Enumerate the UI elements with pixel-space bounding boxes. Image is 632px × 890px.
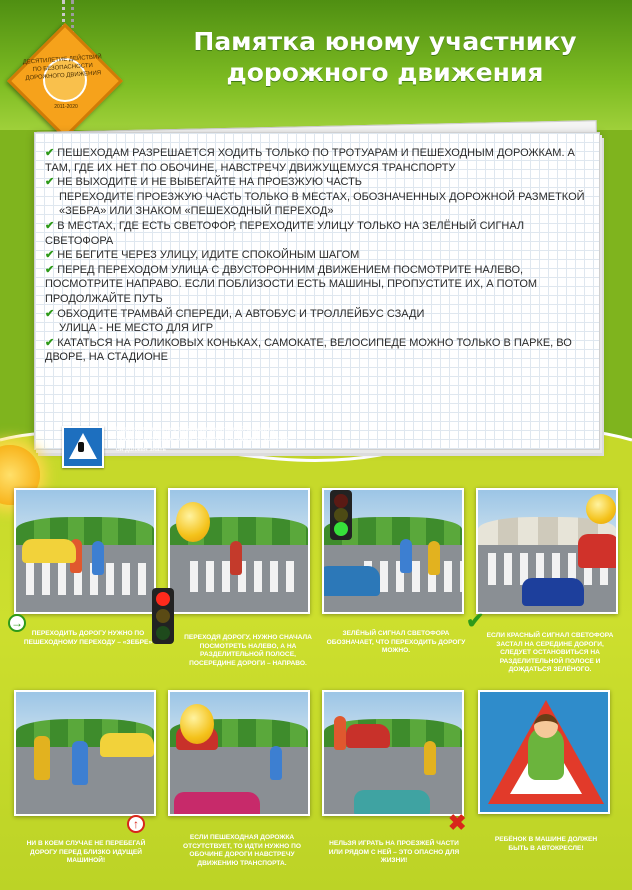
scene-zebra-crossing	[14, 488, 156, 614]
badge-ring-text: ДЕСЯТИЛЕТИЕ ДЕЙСТВИЙ ПО БЕЗОПАСНОСТИ ДОРОЖНОГО ДВИЖЕНИЯ	[22, 54, 102, 82]
pedestrian-crossing-sign-icon	[62, 426, 104, 468]
child-figure	[72, 741, 88, 785]
rule-text: УЛИЦА - НЕ МЕСТО ДЛЯ ИГР	[59, 322, 214, 335]
check-icon: ✔	[45, 219, 55, 232]
caption-child-seat: РЕБЁНОК В МАШИНЕ ДОЛЖЕН БЫТЬ В АВТОКРЕСЛЕ!	[494, 836, 598, 852]
child-seat-sign	[478, 690, 610, 814]
caption-green-light: ЗЕЛЁНЫЙ СИГНАЛ СВЕТОФОРА ОБОЗНАЧАЕТ, ЧТО ПЕРЕХОДИТЬ ДОРОГУ МОЖНО.	[326, 630, 466, 655]
rule-item	[45, 263, 590, 307]
rule-item	[45, 175, 590, 190]
rule-item	[45, 321, 590, 336]
child-figure	[34, 736, 50, 780]
scene-no-playing	[322, 690, 464, 816]
rule-item	[45, 219, 590, 248]
car-icon	[522, 578, 584, 606]
rule-text: НЕ БЕГИТЕ ЧЕРЕЗ УЛИЦУ, ИДИТЕ СПОКОЙНЫМ ШАГОМ	[57, 249, 360, 262]
scene-look-left-right	[168, 488, 310, 614]
check-icon: ✔	[45, 307, 55, 320]
check-icon: ✔	[45, 249, 55, 262]
mascot-icon	[176, 502, 210, 542]
car-icon	[354, 790, 430, 816]
mascot-icon	[586, 494, 616, 524]
rules-list	[45, 146, 590, 365]
cross-icon: ✖	[448, 810, 467, 835]
car-icon	[22, 539, 76, 563]
rule-text: ПЕШЕХОДАМ РАЗРЕШАЕТСЯ ХОДИТЬ ТОЛЬКО ПО ТРОТУАРАМ И ПЕШЕХОДНЫМ ДОРОЖКАМ. А ТАМ, ГДЕ ИХ НЕТ ПО ОБОЧИНЕ, НАВСТРЕЧУ ДВИЖУЩЕМУСЯ ТРАНСПОРТУ	[45, 147, 575, 174]
car-icon	[174, 792, 260, 816]
car-icon	[346, 724, 390, 748]
check-icon: ✔	[466, 608, 485, 633]
caption-zebra: ПЕРЕХОДИТЬ ДОРОГУ НУЖНО ПО ПЕШЕХОДНОМУ ПЕРЕХОДУ – «ЗЕБРЕ»	[23, 630, 153, 646]
mascot-icon	[180, 704, 214, 744]
rule-text: КАТАТЬСЯ НА РОЛИКОВЫХ КОНЬКАХ, САМОКАТЕ, ВЕЛОСИПЕДЕ МОЖНО ТОЛЬКО В ПАРКЕ, ВО ДВОРЕ, НА СТАДИОНЕ	[45, 336, 572, 364]
caption-red-light: ЕСЛИ КРАСНЫЙ СИГНАЛ СВЕТОФОРА ЗАСТАЛ НА СЕРЕДИНЕ ДОРОГИ, СЛЕДУЕТ ОСТАНОВИТЬСЯ НА РАЗДЕЛИТЕЛЬНОЙ ПОЛОСЕ И ДОЖДАТЬСЯ ЗЕЛЁНОГО.	[486, 632, 614, 674]
caption-do-not-run: НИ В КОЕМ СЛУЧАЕ НЕ ПЕРЕБЕГАЙ ДОРОГУ ПЕРЕД БЛИЗКО ИДУЩЕЙ МАШИНОЙ!	[26, 840, 146, 865]
page-title	[150, 26, 620, 88]
check-icon: ✔	[45, 147, 55, 159]
scene-roadside-walking	[168, 690, 310, 816]
child-figure	[230, 541, 242, 575]
child-figure	[270, 746, 282, 780]
scene-do-not-run	[14, 690, 156, 816]
car-icon	[100, 733, 154, 757]
bus-icon	[578, 534, 618, 568]
rule-item	[45, 248, 590, 263]
rule-text: ПЕРЕД ПЕРЕХОДОМ УЛИЦА С ДВУСТОРОННИМ ДВИЖЕНИЕМ ПОСМОТРИТЕ НАЛЕВО, ПОСМОТРИТЕ НАПРАВО. ЕСЛИ ПОБЛИЗОСТИ ЕСТЬ МАШИНЫ, ПРОПУСТИТЕ ИХ, А ПОТОМ ПРОДОЛЖАЙТЕ ПУТЬ	[45, 263, 538, 305]
caption-look-both-ways: ПЕРЕХОДЯ ДОРОГУ, НУЖНО СНАЧАЛА ПОСМОТРЕТЬ НАЛЕВО, А НА РАЗДЕЛИТЕЛЬНОЙ ПОЛОСЕ, ПОСЕРЕДИНЕ ДОРОГИ – НАПРАВО.	[184, 634, 312, 667]
badge-years: 2011-2020	[54, 104, 78, 110]
child-figure	[400, 539, 412, 573]
title-line-1: Памятка юному участнику	[193, 27, 577, 56]
check-icon: ✔	[45, 336, 55, 349]
route-note: Нарисуйте вместе с ребёнком безопасный маршрут. Укажите дорожные знаки, разметку и остановки, которые он должен знать	[116, 426, 289, 453]
child-figure	[428, 541, 440, 575]
caption-roadside: ЕСЛИ ПЕШЕХОДНАЯ ДОРОЖКА ОТСУТСТВУЕТ, ТО ИДТИ НУЖНО ПО ОБОЧИНЕ ДОРОГИ НАВСТРЕЧУ ДВИЖЕНИЮ ТРАНСПОРТА.	[183, 834, 301, 867]
scene-red-light-median	[476, 488, 618, 614]
child-figure	[424, 741, 436, 775]
rule-text: ПЕРЕХОДИТЕ ПРОЕЗЖУЮ ЧАСТЬ ТОЛЬКО В МЕСТАХ, ОБОЗНАЧЕННЫХ ДОРОЖНОЙ РАЗМЕТКОЙ «ЗЕБРА» ИЛИ ЗНАКОМ «ПЕШЕХОДНЫЙ ПЕРЕХОД»	[59, 190, 585, 218]
rule-text: НЕ ВЫХОДИТЕ И НЕ ВЫБЕГАЙТЕ НА ПРОЕЗЖУЮ ЧАСТЬ	[57, 176, 363, 189]
check-icon: ✔	[45, 263, 55, 276]
title-line-2: дорожного движения	[226, 58, 544, 87]
rule-item	[45, 307, 590, 322]
traffic-light-green-icon	[330, 490, 352, 540]
rule-text: ОБХОДИТЕ ТРАМВАЙ СПЕРЕДИ, А АВТОБУС И ТРОЛЛЕЙБУС СЗАДИ	[57, 307, 425, 320]
arrow-right-icon: →	[8, 614, 26, 632]
rule-item	[45, 190, 590, 219]
arrow-up-icon: ↑	[127, 815, 145, 833]
caption-no-playing: НЕЛЬЗЯ ИГРАТЬ НА ПРОЕЗЖЕЙ ЧАСТИ ИЛИ РЯДОМ С НЕЙ – ЭТО ОПАСНО ДЛЯ ЖИЗНИ!	[328, 840, 460, 865]
rule-item	[45, 336, 590, 365]
check-icon: ✔	[45, 176, 55, 189]
child-figure	[92, 541, 104, 575]
rule-text: В МЕСТАХ, ГДЕ ЕСТЬ СВЕТОФОР, ПЕРЕХОДИТЕ УЛИЦУ ТОЛЬКО НА ЗЕЛЁНЫЙ СИГНАЛ СВЕТОФОРА	[45, 219, 525, 247]
rule-item	[45, 146, 590, 175]
child-figure	[334, 716, 346, 750]
car-icon	[322, 566, 380, 596]
